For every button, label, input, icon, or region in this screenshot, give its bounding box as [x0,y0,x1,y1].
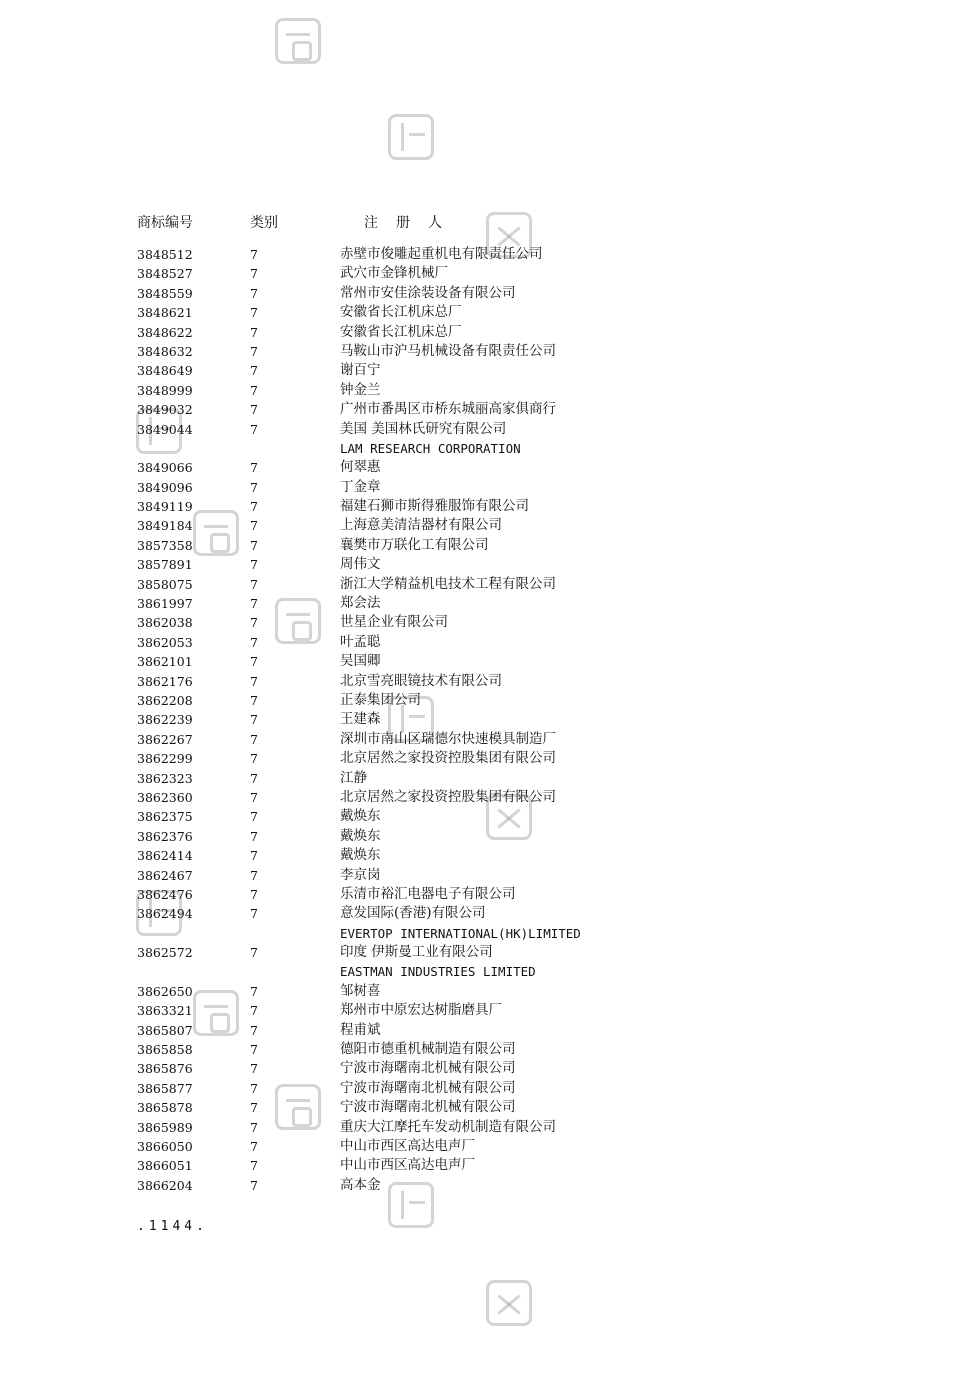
table-row [0,904,980,923]
trademark-number: 3848999 [137,382,193,398]
class-cell: 7 [250,789,258,805]
registrant-cell: 程甫斌 [340,1021,381,1038]
trademark-number: 3862572 [137,945,193,961]
class-cell: 7 [250,886,258,902]
table-row [0,245,980,264]
class-cell: 7 [250,1138,258,1154]
trademark-number: 3865876 [137,1061,193,1077]
class-cell: 7 [250,1061,258,1077]
trademark-number: 3848632 [137,343,193,359]
class-cell: 7 [250,712,258,728]
trademark-number: 3849066 [137,460,193,476]
class-cell: 7 [250,615,258,631]
watermark-stamp [275,18,321,64]
trademark-number: 3862267 [137,731,193,747]
table-row [0,710,980,729]
table-row [0,323,980,342]
trademark-number: 3862101 [137,654,193,670]
trademark-number: 3865877 [137,1080,193,1096]
registrant-cell: LAM RESEARCH CORPORATION [340,440,521,456]
registrant-cell: 襄樊市万联化工有限公司 [340,536,489,553]
registrant-cell: 常州市安佳涂装设备有限公司 [340,284,516,301]
registrant-cell: 郑会法 [340,595,381,612]
class-cell: 7 [250,654,258,670]
trademark-number: 3849119 [137,499,193,515]
trademark-number: 3849032 [137,402,193,418]
trademark-number: 3866051 [137,1158,193,1174]
table-row [0,846,980,865]
registrant-cell: 上海意美清洁器材有限公司 [340,517,502,534]
trademark-number: 3862239 [137,712,193,728]
registrant-cell: 重庆大江摩托车发动机制造有限公司 [340,1118,556,1135]
table-row [0,594,980,613]
registrant-cell: EASTMAN INDUSTRIES LIMITED [340,964,536,980]
header-class: 类别 [250,215,278,231]
registrant-cell: 宁波市海曙南北机械有限公司 [340,1079,516,1096]
class-cell: 7 [250,247,258,262]
trademark-number: 3862375 [137,809,193,825]
table-row [0,749,980,768]
class-cell: 7 [250,945,258,961]
registrant-cell: EVERTOP INTERNATIONAL(HK)LIMITED [340,925,581,941]
header-registrant: 注册人 [364,215,460,231]
registrant-cell: 北京雪亮眼镜技术有限公司 [340,672,502,689]
table-row [0,1176,980,1195]
registrant-cell: 戴焕东 [340,808,381,825]
trademark-number: 3862299 [137,751,193,767]
trademark-number: 3848622 [137,324,193,340]
class-cell: 7 [250,596,258,612]
table-row [0,652,980,671]
trademark-number: 3865807 [137,1022,193,1038]
class-cell: 7 [250,421,258,437]
class-cell: 7 [250,305,258,321]
table-row [0,264,980,283]
trademark-number: 3866204 [137,1177,193,1193]
table-row [0,962,980,981]
table-row [0,1098,980,1117]
trademark-number: 3862208 [137,692,193,708]
registrant-cell: 何翠惠 [340,459,381,476]
table-row [0,924,980,943]
registrant-cell: 正泰集团公司 [340,691,421,708]
trademark-number: 3858075 [137,576,193,592]
table-row [0,1079,980,1098]
trademark-number: 3862053 [137,634,193,650]
watermark-stamp [486,1280,532,1326]
class-cell: 7 [250,382,258,398]
class-cell: 7 [250,867,258,883]
registrant-cell: 高本金 [340,1176,381,1193]
table-row [0,555,980,574]
table-row [0,400,980,419]
table-row [0,1040,980,1059]
trademark-number: 3861997 [137,596,193,612]
class-cell: 7 [250,479,258,495]
trademark-number: 3848512 [137,247,193,262]
class-cell: 7 [250,906,258,922]
trademark-number: 3862467 [137,867,193,883]
class-cell: 7 [250,1080,258,1096]
class-cell: 7 [250,1003,258,1019]
class-cell: 7 [250,848,258,864]
table-row [0,536,980,555]
table-row [0,769,980,788]
table-row [0,866,980,885]
registrant-cell: 浙江大学精益机电技术工程有限公司 [340,575,556,592]
header-trademark-number: 商标编号 [137,215,193,231]
table-row [0,691,980,710]
table-row [0,1137,980,1156]
class-cell: 7 [250,266,258,282]
table-row [0,1156,980,1175]
table-row [0,943,980,962]
registrant-cell: 福建石狮市斯得雅服饰有限公司 [340,498,529,515]
registrant-cell: 王建森 [340,711,381,728]
registrant-cell: 广州市番禺区市桥东城丽高家俱商行 [340,401,556,418]
class-cell: 7 [250,557,258,573]
table-row [0,613,980,632]
registrant-cell: 谢百宁 [340,362,381,379]
registrant-cell: 北京居然之家投资控股集团有限公司 [340,788,556,805]
table-row [0,458,980,477]
watermark-stamp [388,114,434,160]
class-cell: 7 [250,809,258,825]
registrant-cell: 戴焕东 [340,847,381,864]
trademark-number: 3865878 [137,1100,193,1116]
registrant-cell: 周伟文 [340,556,381,573]
registrant-cell: 印度 伊斯曼工业有限公司 [340,944,493,961]
class-cell: 7 [250,324,258,340]
trademark-number: 3862414 [137,848,193,864]
registrant-cell: 安徽省长江机床总厂 [340,323,462,340]
registrant-cell: 李京岗 [340,866,381,883]
class-cell: 7 [250,576,258,592]
page-number: .1144. [137,1219,208,1234]
registrant-cell: 北京居然之家投资控股集团有限公司 [340,750,556,767]
trademark-number: 3866050 [137,1138,193,1154]
table-header [0,212,980,232]
trademark-list [0,245,980,1195]
registrant-cell: 乐清市裕汇电器电子有限公司 [340,885,516,902]
trademark-number: 3865989 [137,1119,193,1135]
class-cell: 7 [250,460,258,476]
trademark-number: 3862476 [137,886,193,902]
registrant-cell: 叶孟聪 [340,633,381,650]
trademark-number: 3848649 [137,363,193,379]
registrant-cell: 钟金兰 [340,381,381,398]
class-cell: 7 [250,1158,258,1174]
trademark-number: 3857891 [137,557,193,573]
trademark-number: 3849044 [137,421,193,437]
registrant-cell: 宁波市海曙南北机械有限公司 [340,1060,516,1077]
trademark-number: 3857358 [137,537,193,553]
class-cell: 7 [250,673,258,689]
table-row [0,982,980,1001]
table-row [0,1021,980,1040]
registrant-cell: 郑州市中原宏达树脂磨具厂 [340,1002,502,1019]
trademark-number: 3862323 [137,770,193,786]
trademark-number: 3862376 [137,828,193,844]
class-cell: 7 [250,499,258,515]
registrant-cell: 中山市西区高达电声厂 [340,1137,475,1154]
trademark-number: 3848559 [137,285,193,301]
class-cell: 7 [250,692,258,708]
trademark-number: 3862176 [137,673,193,689]
class-cell: 7 [250,402,258,418]
table-row [0,788,980,807]
class-cell: 7 [250,1100,258,1116]
table-row [0,807,980,826]
table-row [0,885,980,904]
table-row [0,1118,980,1137]
registrant-cell: 戴焕东 [340,827,381,844]
registrant-cell: 赤壁市俊雕起重机电有限责任公司 [340,246,543,262]
table-row [0,672,980,691]
class-cell: 7 [250,518,258,534]
registrant-cell: 世星企业有限公司 [340,614,448,631]
table-row [0,439,980,458]
class-cell: 7 [250,1119,258,1135]
trademark-number: 3849096 [137,479,193,495]
registrant-cell: 吴国卿 [340,653,381,670]
table-row [0,827,980,846]
registrant-cell: 宁波市海曙南北机械有限公司 [340,1099,516,1116]
table-row [0,303,980,322]
trademark-number: 3849184 [137,518,193,534]
class-cell: 7 [250,828,258,844]
table-row [0,575,980,594]
registrant-cell: 深圳市南山区瑞德尔快速模具制造厂 [340,730,556,747]
table-row [0,420,980,439]
registrant-cell: 美国 美国林氏研究有限公司 [340,420,507,437]
trademark-number: 3862360 [137,789,193,805]
table-row [0,1001,980,1020]
class-cell: 7 [250,770,258,786]
registrant-cell: 德阳市德重机械制造有限公司 [340,1041,516,1058]
class-cell: 7 [250,751,258,767]
trademark-number: 3862494 [137,906,193,922]
trademark-number: 3862038 [137,615,193,631]
class-cell: 7 [250,634,258,650]
table-row [0,516,980,535]
registrant-cell: 武穴市金锋机械厂 [340,265,448,282]
class-cell: 7 [250,1042,258,1058]
registrant-cell: 安徽省长江机床总厂 [340,304,462,321]
registrant-cell: 中山市西区高达电声厂 [340,1157,475,1174]
table-row [0,284,980,303]
table-row [0,730,980,749]
trademark-number: 3848527 [137,266,193,282]
trademark-number: 3863321 [137,1003,193,1019]
table-row [0,497,980,516]
class-cell: 7 [250,343,258,359]
table-row [0,478,980,497]
trademark-number: 3848621 [137,305,193,321]
class-cell: 7 [250,731,258,747]
class-cell: 7 [250,983,258,999]
class-cell: 7 [250,285,258,301]
class-cell: 7 [250,363,258,379]
class-cell: 7 [250,537,258,553]
registrant-cell: 江静 [340,769,367,786]
table-row [0,342,980,361]
trademark-number: 3862650 [137,983,193,999]
table-row [0,1059,980,1078]
registrant-cell: 意发国际(香港)有限公司 [340,905,486,922]
table-row [0,361,980,380]
table-row [0,381,980,400]
table-row [0,633,980,652]
registrant-cell: 邹树喜 [340,982,381,999]
registrant-cell: 丁金章 [340,478,381,495]
class-cell: 7 [250,1177,258,1193]
class-cell: 7 [250,1022,258,1038]
registrant-cell: 马鞍山市沪马机械设备有限责任公司 [340,342,556,359]
trademark-number: 3865858 [137,1042,193,1058]
